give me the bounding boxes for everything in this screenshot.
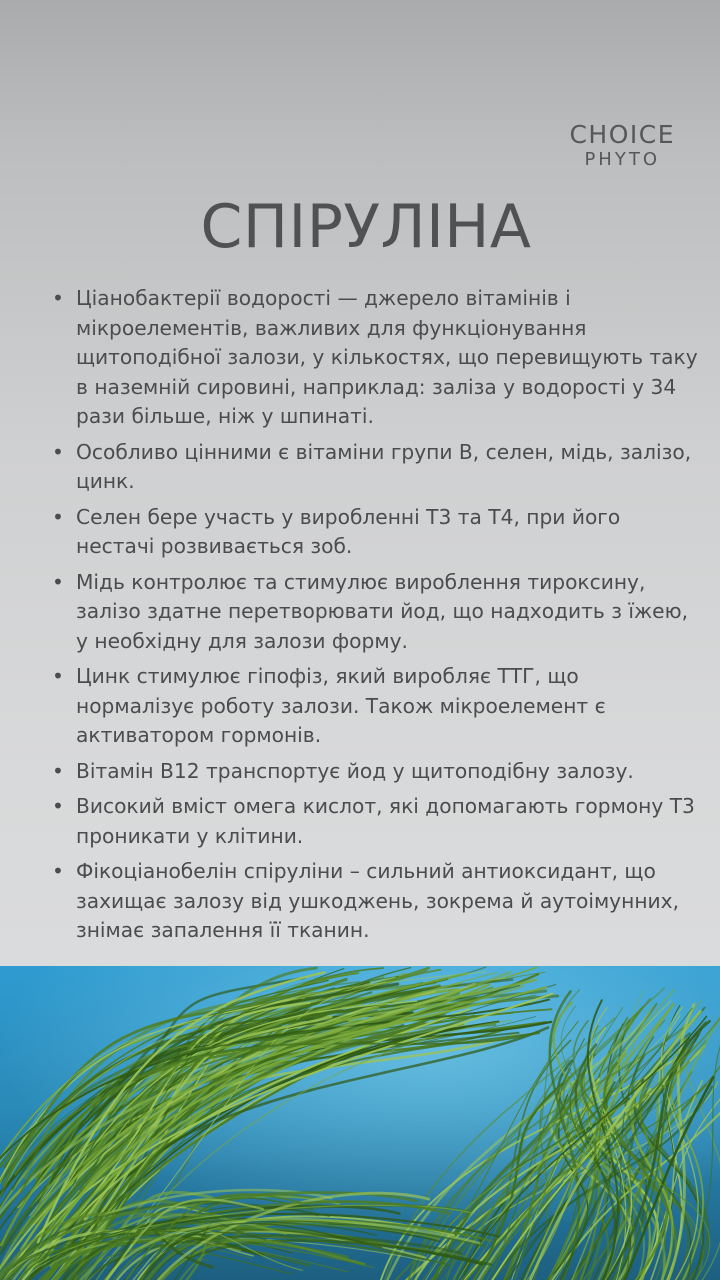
list-item [52,757,700,787]
brand-name: CHOICE [569,120,675,149]
bullet-icon: • [52,286,64,310]
bullet-icon: • [52,504,64,529]
brand-sub: PHYTO [584,149,660,170]
list-item [52,284,700,432]
list-item-text: Вітамін В12 транспортує йод у щитоподібну залозу. [76,758,634,783]
bullet-icon: • [52,758,64,783]
list-item [52,438,700,497]
list-item [52,662,700,751]
list-item-text: Високий вміст омега кислот, які допомагають гормону Т3 проникати у клітини. [76,794,695,848]
seaweed-photo [0,966,720,1280]
list-item-text: Ціанобактерії водорості — джерело вітамінів і мікроелементів, важливих для функціонування щитоподібної залози, у кількостях, що перевищують таку в наземній сировині, наприклад: заліза у водорості у 34 рази більше, ніж у шпинаті. [76,286,698,428]
facts-list [52,284,700,952]
page-title: СПІРУЛІНА [200,192,532,262]
bullet-icon: • [52,664,64,688]
list-item-text: Фікоціанобелін спіруліни – сильний антиоксидант, що захищає залозу від ушкоджень, зокрема й аутоімунних, знімає запалення її тканин. [76,859,680,942]
list-item [52,792,700,851]
list-item-text: Селен бере участь у виробленні Т3 та Т4, при його нестачі розвивається зоб. [76,504,621,558]
bullet-icon: • [52,569,64,594]
list-item-text: Особливо цінними є вітаміни групи В, селен, мідь, залізо, цинк. [76,439,692,493]
bullet-icon: • [52,794,64,818]
list-item-text: Цинк стимулює гіпофіз, який виробляє ТТГ, що нормалізує роботу залози. Також мікроелемент є активатором гормонів. [76,664,606,747]
list-item [52,568,700,657]
list-item-text: Мідь контролює та стимулює вироблення тироксину, залізо здатне перетворювати йод, що надходить з їжею, у необхідну для залози форму. [76,569,689,653]
bullet-icon: • [52,859,64,883]
bullet-icon: • [52,439,64,464]
list-item [52,503,700,562]
list-item [52,857,700,946]
brand-logo [569,120,675,170]
